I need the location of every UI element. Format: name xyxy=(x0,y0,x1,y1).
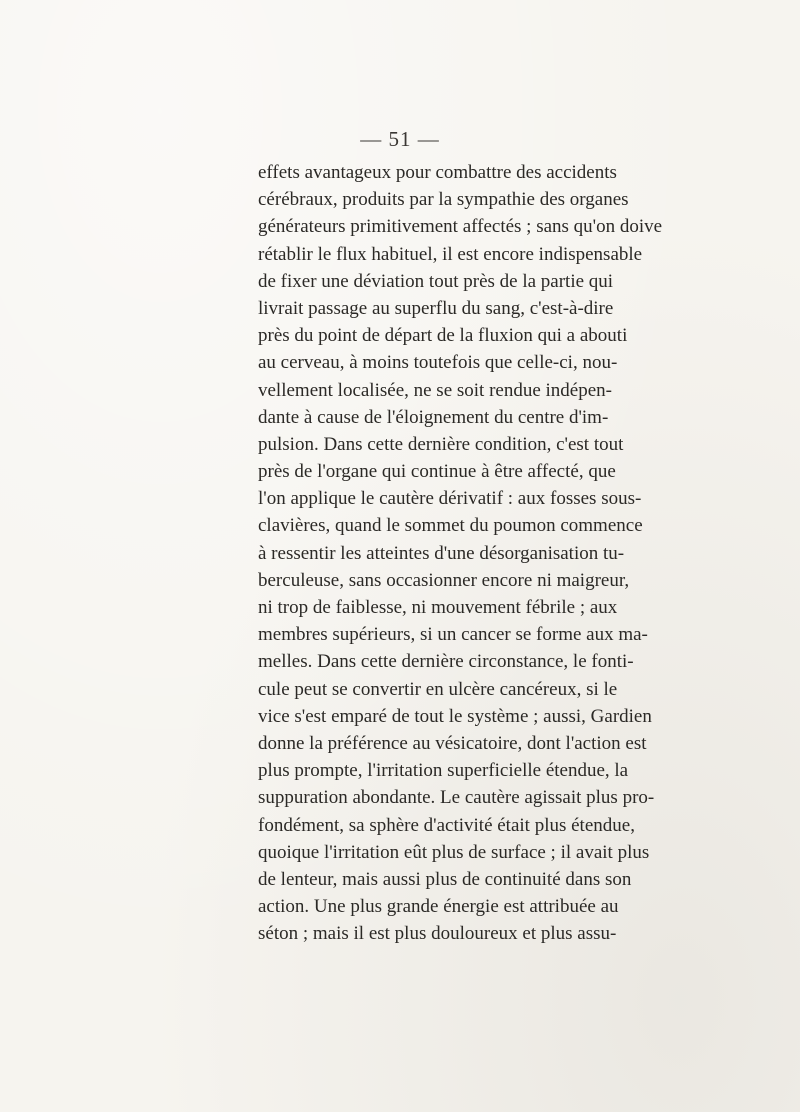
text-line: clavières, quand le sommet du poumon commence xyxy=(258,515,643,537)
text-line: ni trop de faiblesse, ni mouvement fébrile ; aux xyxy=(258,597,618,618)
text-line: à ressentir les atteintes d'une désorganisation tu- xyxy=(258,542,625,564)
text-line: melles. Dans cette dernière circonstance, le fonti- xyxy=(258,651,634,673)
text-line: près du point de départ de la fluxion qui a abouti xyxy=(258,325,628,347)
text-line: près de l'organe qui continue à être affecté, que xyxy=(258,461,616,483)
text-line: fondément, sa sphère d'activité était plus étendue, xyxy=(258,814,635,836)
body-text xyxy=(258,159,663,947)
text-line: suppuration abondante. Le cautère agissait plus pro- xyxy=(258,787,655,809)
text-line: dante à cause de l'éloignement du centre d'im- xyxy=(258,406,609,428)
text-line: au cerveau, à moins toutefois que celle-ci, nou- xyxy=(258,352,618,374)
text-line: cérébraux, produits par la sympathie des organes xyxy=(258,189,629,211)
text-line: donne la préférence au vésicatoire, dont l'action est xyxy=(258,732,647,754)
text-line: vellement localisée, ne se soit rendue indépen- xyxy=(258,379,613,401)
text-line: pulsion. Dans cette dernière condition, c'est tout xyxy=(258,433,624,455)
text-line: action. Une plus grande énergie est attribuée au xyxy=(258,896,619,918)
text-line: berculeuse, sans occasionner encore ni maigreur, xyxy=(258,569,630,591)
text-line: livrait passage au superflu du sang, c'est-à-dire xyxy=(258,297,614,319)
text-line: cule peut se convertir en ulcère cancéreux, si le xyxy=(258,678,618,700)
text-line: plus prompte, l'irritation superficielle étendue, la xyxy=(258,760,629,782)
text-line: vice s'est emparé de tout le système ; aussi, Gardien xyxy=(258,705,652,727)
text-line: séton ; mais il est plus douloureux et plus assu- xyxy=(258,923,617,945)
text-line: effets avantageux pour combattre des accidents xyxy=(258,162,617,183)
text-line: de lenteur, mais aussi plus de continuité dans son xyxy=(258,868,632,890)
text-line: de fixer une déviation tout près de la partie qui xyxy=(258,270,614,292)
page-number: — 51 — xyxy=(360,127,440,151)
text-line: rétablir le flux habituel, il est encore indispensable xyxy=(258,243,643,265)
text-line: l'on applique le cautère dérivatif : aux fosses sous- xyxy=(258,488,642,510)
text-line: quoique l'irritation eût plus de surface ; il avait plus xyxy=(258,841,650,863)
text-line: membres supérieurs, si un cancer se forme aux ma- xyxy=(258,624,648,646)
text-line: générateurs primitivement affectés ; sans qu'on doive xyxy=(258,216,663,238)
